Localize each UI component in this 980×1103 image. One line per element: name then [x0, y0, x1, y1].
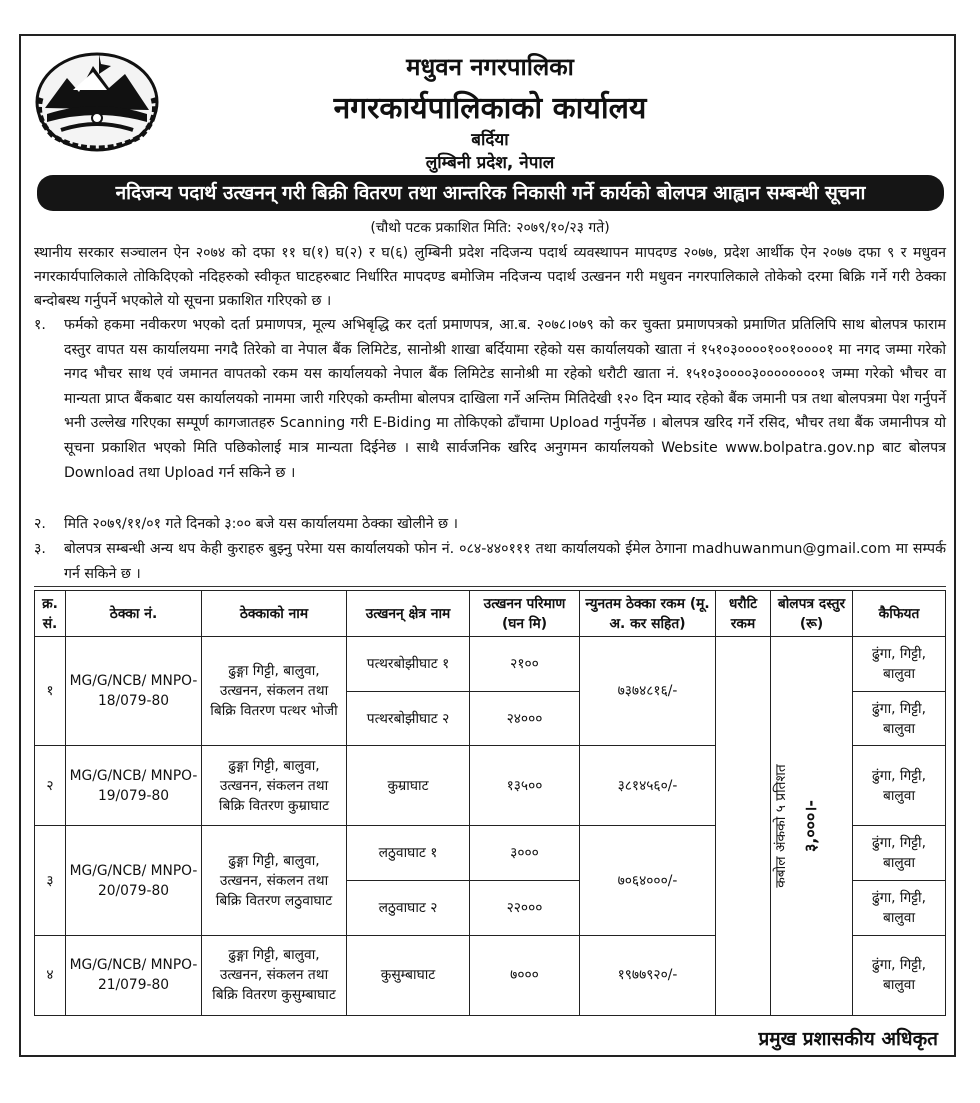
- list-item: [34, 537, 946, 586]
- fee-text: ३,०००।-: [801, 799, 821, 852]
- col-header-deposit: धरौटि रकम: [716, 591, 771, 637]
- district-name: बर्दिया: [471, 130, 509, 150]
- cell-contract-no: MG/G/NCB/ MNPO-19/079-80: [66, 746, 202, 826]
- cell-quantity: १३५००: [470, 746, 580, 826]
- cell-sn: ४: [35, 935, 66, 1015]
- cell-remarks: ढुंगा, गिट्टी, बालुवा: [853, 637, 946, 692]
- cell-area: पत्थरबोझीघाट २: [347, 691, 470, 746]
- cell-contract-name: ढुङ्गा गिट्टी, बालुवा, उत्खनन, संकलन तथा बिक्रि वितरण कुसुम्बाघाट: [202, 935, 347, 1015]
- intro-paragraph: स्थानीय सरकार सञ्चालन ऐन २०७४ को दफा ११ घ(१) घ(२) र घ(६) लुम्बिनी प्रदेश नदिजन्य पदार्थ व्यवस्थापन मापदण्ड २०७७, प्रदेश आर्थीक ऐन २०७७ दफा ९ र मधुवन नगरकार्यपालिकाले तोकिदिएको नदिहरुको स्वीकृत घाटहरुबाट निर्धारित मापदण्ड बमोजिम नदिजन्य पदार्थ उत्खनन गरी मधुवन नगरपालिकाले तोकेको दरमा बिक्रि गर्ने गरी ठेक्का बन्दोबस्थ गर्नुपर्ने भएकोले यो सूचना प्रकाशित गरिएको छ ।: [34, 245, 946, 309]
- deposit-text: कबोल अंकको ५ प्रतिशत: [772, 764, 789, 888]
- notice-title: नदिजन्य पदार्थ उत्खनन् गरी बिक्री वितरण तथा आन्तरिक निकासी गर्ने कार्यको बोलपत्र आह्वान सम्बन्धी सूचना: [37, 175, 944, 211]
- cell-contract-no: MG/G/NCB/ MNPO-20/079-80: [66, 826, 202, 935]
- cell-quantity: २४०००: [470, 691, 580, 746]
- item-number: २.: [34, 516, 46, 532]
- cell-sn: ३: [35, 826, 66, 935]
- list-item: [34, 313, 946, 485]
- municipality-name: मधुवन नगरपालिका: [406, 53, 574, 81]
- cell-area: पत्थरबोझीघाट १: [347, 637, 470, 692]
- item-text: मिति २०७९/११/०१ गते दिनको ३:०० बजे यस कार्यालयमा ठेक्का खोलीने छ ।: [64, 516, 458, 532]
- divider: [34, 586, 946, 587]
- cell-sn: २: [35, 746, 66, 826]
- item-text: फर्मको हकमा नवीकरण भएको दर्ता प्रमाणपत्र, मूल्य अभिबृद्धि कर दर्ता प्रमाणपत्र, आ.ब. २०७८।०७९ को कर चुक्ता प्रमाणपत्रको प्रमाणित प्रतिलिपि साथ बोलपत्र फाराम दस्तुर वापत यस कार्यालयमा नगदै तिरेको वा नेपाल बैंक लिमिटेड, सानोश्री शाखा बर्दियामा रहेको यस कार्यालयको खाता नं १५१०३००००१००१००००१ मा नगद जम्मा गरेको नगद भौचर साथ एवं जमानत वापतको रकम यस कार्यालयको नेपाल बैंक लिमिटेड सानोश्री मा रहेको धरौटी खाता नं. १५१०३००००३००००००००१ जम्मा गरेको भौचर वा मान्यता प्राप्त बैंकबाट यस कार्यालयको नाममा जारी गरिएको कम्तीमा बोलपत्र दाखिला गर्ने अन्तिम मितिदेखी १२० दिन म्याद रहेको बैंक जमानी पत्र तथा बोलपत्रमा पेश गर्नुपर्ने भनी उल्लेख गरिएका सम्पूर्ण कागजातहरु Scanning गरी E-Biding मा तोकिएको ढाँचामा Upload गर्नुपर्नेछ । बोलपत्र खरिद गर्ने रसिद, भौचर तथा बैंक जमानीपत्र यो सूचना प्रकाशित भएको मिति पछिकोलाई मात्र मान्यता दिईनेछ । साथै सार्वजनिक खरिद अनुगमन कार्यालयको Website www.bolpatra.gov.np बाट बोलपत्र Download तथा Upload गर्न सकिने छ ।: [64, 317, 946, 481]
- cell-remarks: ढुंगा, गिट्टी, बालुवा: [853, 826, 946, 881]
- col-header-quantity: उत्खनन परिमाण (घन मि): [470, 591, 580, 637]
- cell-quantity: २२०००: [470, 881, 580, 936]
- cell-area: कुम्राघाट: [347, 746, 470, 826]
- cell-quantity: २१००: [470, 637, 580, 692]
- cell-remarks: ढुंगा, गिट्टी, बालुवा: [853, 935, 946, 1015]
- cell-contract-name: ढुङ्गा गिट्टी, बालुवा, उत्खनन, संकलन तथा बिक्रि वितरण पत्थर भोजी: [202, 637, 347, 746]
- item-number: १.: [34, 317, 46, 333]
- cell-contract-no: MG/G/NCB/ MNPO-21/079-80: [66, 935, 202, 1015]
- bid-table: [34, 590, 946, 1016]
- cell-quantity: ३०००: [470, 826, 580, 881]
- cell-contract-no: MG/G/NCB/ MNPO-18/079-80: [66, 637, 202, 746]
- cell-sn: १: [35, 637, 66, 746]
- col-header-remarks: कैफियत: [853, 591, 946, 637]
- publish-date: (चौथो पटक प्रकाशित मिति: २०७९/१०/२३ गते): [370, 220, 610, 236]
- col-header-fee: बोलपत्र दस्तुर (रू): [771, 591, 853, 637]
- col-header-sn: क्र. सं.: [35, 591, 66, 637]
- cell-min-amount: ७३७४८१६/-: [580, 637, 716, 746]
- cell-min-amount: १९७७९२०/-: [580, 935, 716, 1015]
- cell-min-amount: ३८१४५६०/-: [580, 746, 716, 826]
- cell-min-amount: ७०६४०००/-: [580, 826, 716, 935]
- cell-area: कुसुम्बाघाट: [347, 935, 470, 1015]
- cell-contract-name: ढुङ्गा गिट्टी, बालुवा, उत्खनन, संकलन तथा बिक्रि वितरण लठुवाघाट: [202, 826, 347, 935]
- table-row: [35, 637, 946, 692]
- cell-quantity: ७०००: [470, 935, 580, 1015]
- item-text: बोलपत्र सम्बन्धी अन्य थप केही कुराहरु बुझ्नु परेमा यस कार्यालयको फोन नं. ०८४-४४०१११ तथा कार्यालयको ईमेल ठेगाना madhuwanmun@gmail.com मा सम्पर्क गर्न सकिने छ ।: [64, 541, 946, 582]
- cell-area: लठुवाघाट २: [347, 881, 470, 936]
- table-header-row: [35, 591, 946, 637]
- col-header-area: उत्खनन् क्षेत्र नाम: [347, 591, 470, 637]
- signature-title: प्रमुख प्रशासकीय अधिकृत: [758, 1028, 938, 1050]
- col-header-min-amount: न्युनतम ठेक्का रकम (मू. अ. कर सहित): [580, 591, 716, 637]
- cell-remarks: ढुंगा, गिट्टी, बालुवा: [853, 746, 946, 826]
- list-item: [34, 512, 946, 537]
- cell-deposit: [716, 637, 789, 1016]
- cell-remarks: ढुंगा, गिट्टी, बालुवा: [853, 881, 946, 936]
- cell-area: लठुवाघाट १: [347, 826, 470, 881]
- cell-contract-name: ढुङ्गा गिट्टी, बालुवा, उत्खनन, संकलन तथा बिक्रि वितरण कुम्राघाट: [202, 746, 347, 826]
- office-name: नगरकार्यपालिकाको कार्यालय: [333, 91, 647, 126]
- col-header-contract-no: ठेक्का नं.: [66, 591, 202, 637]
- item-number: ३.: [34, 541, 46, 557]
- nepal-emblem-logo: [33, 48, 161, 154]
- cell-remarks: ढुंगा, गिट्टी, बालुवा: [853, 691, 946, 746]
- col-header-contract-name: ठेक्काको नाम: [202, 591, 347, 637]
- province-name: लुम्बिनी प्रदेश, नेपाल: [425, 153, 555, 173]
